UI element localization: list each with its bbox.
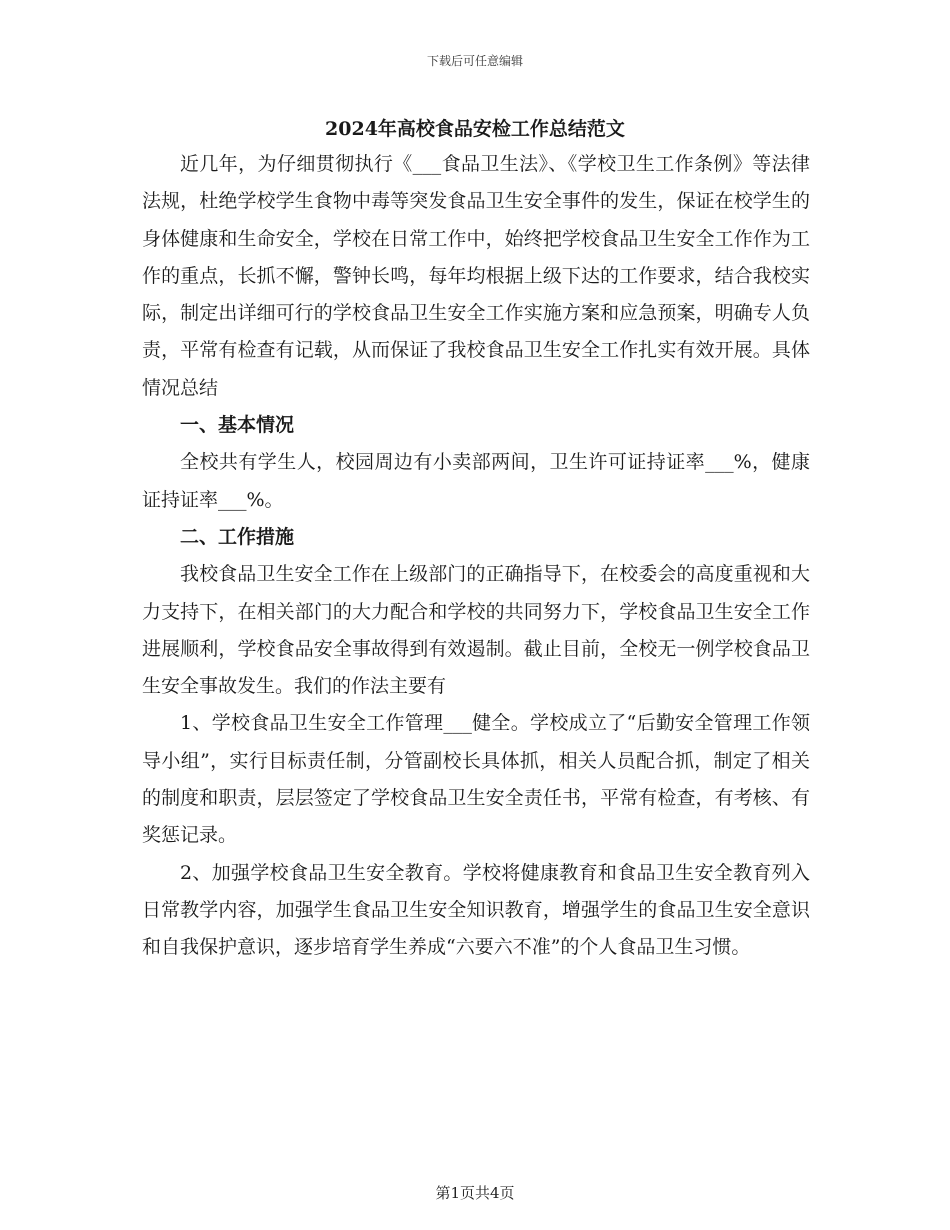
section-heading-basic-situation: 一、基本情况 [180,414,295,437]
intro-paragraph: 近几年，为仔细贯彻执行《___食品卫生法》、《学校卫生工作条例》等法律法规，杜绝学校学生食物中毒等突发食品卫生安全事件的发生，保证在校学生的身体健康和生命安全，学校在日常工作中，始终把学校食品卫生安全工作作为工作的重点，长抓不懈，警钟长鸣，每年均根据上级下达的工作要求，结合我校实际，制定出详细可行的学校食品卫生安全工作实施方案和应急预案，明确专人负责，平常有检查有记载，从而保证了我校食品卫生安全工作扎实有效开展。具体情况总结 [142,153,810,399]
page-number: 第1页共4页 [435,1184,515,1202]
basic-situation-paragraph: 全校共有学生人，校园周边有小卖部两间，卫生许可证持证率___%，健康证持证率___%。 [142,451,810,511]
work-measures-paragraph: 我校食品卫生安全工作在上级部门的正确指导下，在校委会的高度重视和大力支持下，在相关部门的大力配合和学校的共同努力下，学校食品卫生安全工作进展顺利，学校食品安全事故得到有效遏制。截止目前，全校无一例学校食品卫生安全事故发生。我们的作法主要有 [142,563,810,698]
page-header-note: 下载后可任意编辑 [426,54,523,68]
measure-item-1: 1、学校食品卫生安全工作管理___健全。学校成立了“后勤安全管理工作领导小组”，实行目标责任制，分管副校长具体抓，相关人员配合抓，制定了相关的制度和职责，层层签定了学校食品卫生安全责任书，平常有检查，有考核、有奖惩记录。 [142,712,810,847]
section-heading-work-measures: 二、工作措施 [180,525,295,548]
measure-item-2: 2、加强学校食品卫生安全教育。学校将健康教育和食品卫生安全教育列入日常教学内容，加强学生食品卫生安全知识教育，增强学生的食品卫生安全意识和自我保护意识，逐步培育学生养成“六要六不准”的个人食品卫生习惯。 [142,861,810,959]
document-body [142,146,810,967]
document-title: 2024年高校食品安检工作总结范文 [325,118,625,140]
